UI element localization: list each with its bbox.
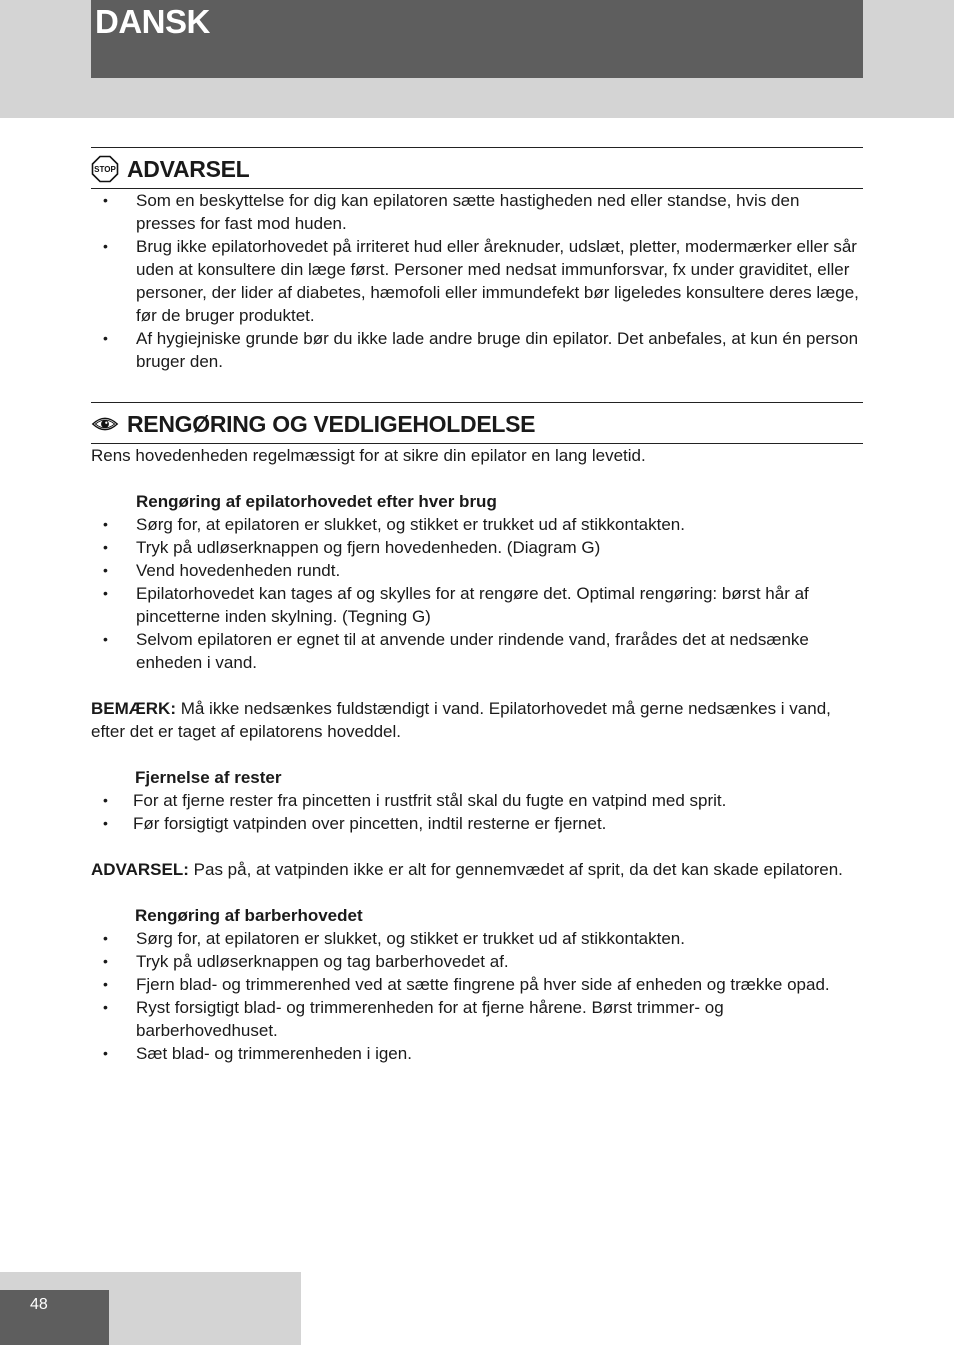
- list-item: • Sørg for, at epilatoren er slukket, og stikket er trukket ud af stikkontakten.: [91, 927, 863, 950]
- warning-note-paragraph: [91, 858, 863, 881]
- head-cleaning-list: [91, 513, 863, 674]
- list-item: • Ryst forsigtigt blad- og trimmerenheden for at fjerne hårene. Børst trimmer- og barberhovedhuset.: [91, 996, 863, 1042]
- eye-icon: [91, 410, 119, 438]
- list-item: • Epilatorhovedet kan tages af og skylles for at rengøre det. Optimal rengøring: børst hår af pincetterne inden skylning. (Tegning G): [91, 582, 863, 628]
- list-item: • Selvom epilatoren er egnet til at anvende under rindende vand, frarådes det at nedsænke enheden i vand.: [91, 628, 863, 674]
- list-item: • Af hygiejniske grunde bør du ikke lade andre bruge din epilator. Det anbefales, at kun én person bruger den.: [91, 327, 863, 373]
- svg-text:STOP: STOP: [94, 165, 116, 175]
- residue-list: [91, 789, 863, 835]
- list-item: • Før forsigtigt vatpinden over pincetten, indtil resterne er fjernet.: [91, 812, 863, 835]
- warning-note-label: ADVARSEL:: [91, 860, 189, 879]
- shaver-title: Rengøring af barberhovedet: [135, 906, 363, 925]
- cleaning-section-header: [91, 402, 863, 444]
- page-content: [91, 147, 863, 1065]
- note-label: BEMÆRK:: [91, 699, 176, 718]
- page-number-box: [0, 1290, 109, 1345]
- list-item: • Sæt blad- og trimmerenheden i igen.: [91, 1042, 863, 1065]
- list-item: • Vend hovedenheden rundt.: [91, 559, 863, 582]
- residue-title: Fjernelse af rester: [135, 768, 282, 787]
- head-cleaning-title: Rengøring af epilatorhovedet efter hver brug: [136, 492, 497, 511]
- warning-note-text: Pas på, at vatpinden ikke er alt for gennemvædet af sprit, da det kan skade epilatoren.: [188, 860, 843, 879]
- warning-section-header: [91, 147, 863, 189]
- stop-sign-icon: [91, 155, 119, 183]
- list-item: • Brug ikke epilatorhovedet på irriteret hud eller åreknuder, udslæt, pletter, modermærker eller sår uden at konsultere din læge først. Personer med nedsat immunforsvar, fx under graviditet, eller personer, der lider af diabetes, hæmofoli eller immundefekt bør ligeledes konsultere deres læge, før de bruger produktet.: [91, 235, 863, 327]
- cleaning-section-title: RENGØRING OG VEDLIGEHOLDELSE: [127, 410, 536, 437]
- page-number: 48: [30, 1296, 48, 1313]
- shaver-list: [91, 927, 863, 1065]
- warning-list: [91, 189, 863, 373]
- warning-section-title: ADVARSEL: [127, 155, 250, 182]
- page-title: DANSK: [95, 3, 210, 40]
- note-paragraph: [91, 697, 863, 743]
- list-item: • Tryk på udløserknappen og tag barberhovedet af.: [91, 950, 863, 973]
- list-item: • Sørg for, at epilatoren er slukket, og stikket er trukket ud af stikkontakten.: [91, 513, 863, 536]
- list-item: • Som en beskyttelse for dig kan epilatoren sætte hastigheden ned eller standse, hvis den presses for fast mod huden.: [91, 189, 863, 235]
- cleaning-intro: Rens hovedenheden regelmæssigt for at sikre din epilator en lang levetid.: [91, 446, 646, 465]
- note-text: Må ikke nedsænkes fuldstændigt i vand. Epilatorhovedet må gerne nedsænkes i vand, efter det er taget af epilatorens hoveddel.: [91, 699, 831, 741]
- list-item: • Fjern blad- og trimmerenhed ved at sætte fingrene på hver side af enheden og trække opad.: [91, 973, 863, 996]
- header-box: [91, 0, 863, 78]
- list-item: • For at fjerne rester fra pincetten i rustfrit stål skal du fugte en vatpind med sprit.: [91, 789, 863, 812]
- list-item: • Tryk på udløserknappen og fjern hovedenheden. (Diagram G): [91, 536, 863, 559]
